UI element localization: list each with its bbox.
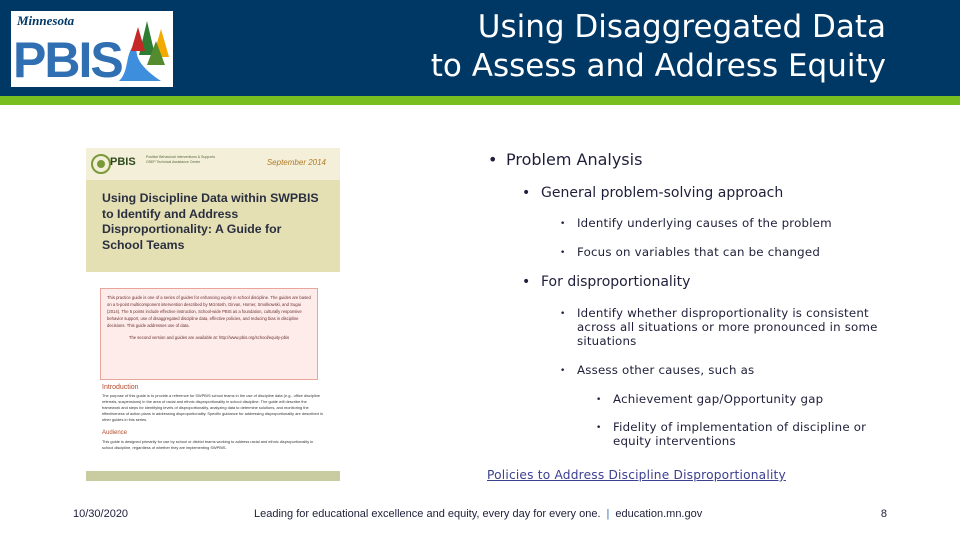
footer-tagline-group bbox=[254, 508, 702, 520]
logo-state-text: Minnesota bbox=[17, 13, 75, 28]
bullet-text: Assess other causes, such as bbox=[577, 363, 755, 377]
bullet-text: General problem-solving approach bbox=[541, 185, 784, 201]
guide-callout-box bbox=[100, 288, 318, 380]
bullet-achievement-gap bbox=[596, 392, 886, 406]
slide-title-line-2: to Assess and Address Equity bbox=[430, 48, 886, 84]
bullet-for-disproportionality bbox=[522, 274, 690, 290]
slide-title-line-1: Using Disaggregated Data bbox=[477, 9, 886, 45]
bullet-dot-icon: • bbox=[560, 219, 566, 229]
logo-pbis-text: PBIS bbox=[13, 32, 122, 87]
bullet-dot-icon: • bbox=[488, 150, 498, 169]
footer-date: 10/30/2020 bbox=[73, 508, 129, 520]
bullet-general-approach bbox=[522, 185, 783, 201]
bullet-dot-icon: • bbox=[522, 274, 531, 290]
page-number: 8 bbox=[880, 508, 887, 520]
guide-brand-subtitle: Positive Behavioral Interventions & Supports OSEP Technical Assistance Center bbox=[146, 155, 216, 164]
pbis-logo-icon bbox=[11, 11, 173, 87]
bullet-text: Achievement gap/Opportunity gap bbox=[613, 392, 824, 406]
bullet-dot-icon: • bbox=[596, 395, 602, 405]
bullet-dot-icon: • bbox=[596, 423, 602, 433]
header-green-stripe bbox=[0, 96, 960, 105]
guide-intro-heading: Introduction bbox=[102, 384, 139, 391]
guide-cover-topbar bbox=[86, 148, 340, 180]
bullet-identify-causes bbox=[560, 216, 880, 230]
footer-separator: | bbox=[606, 508, 610, 520]
bullet-text: Focus on variables that can be changed bbox=[577, 245, 821, 259]
guide-audience-heading: Audience bbox=[102, 430, 128, 436]
bullet-dot-icon: • bbox=[560, 248, 566, 258]
guide-cover-bottombar bbox=[86, 471, 340, 481]
guide-intro-text: The purpose of this guide is to provide a reference for SWPBIS school teams in the use of discipline data (e.g., office discipline referrals, suspensions) in the area of racial and ethnic disproportionality in school discipline. The guide will describe the framework and steps for identifying levels of disproportionality, analyzing data to determine solutions, and monitoring the effectiveness of action plans in addressing disproportionality. Specific guidance for addressing disproportionality are described in other guides in this series. bbox=[102, 393, 323, 423]
guide-date: September 2014 bbox=[266, 158, 326, 167]
footer-site: education.mn.gov bbox=[615, 508, 703, 520]
bullet-problem-analysis bbox=[488, 150, 642, 169]
bullet-text: Fidelity of implementation of discipline or equity interventions bbox=[613, 420, 867, 448]
guide-title: Using Discipline Data within SWPBIS to Identify and Address Disproportionality: A Guide for School Teams bbox=[102, 191, 319, 252]
bullet-text: Identify underlying causes of the problem bbox=[577, 216, 832, 230]
bullet-dot-icon: • bbox=[522, 185, 531, 201]
minnesota-pbis-logo bbox=[11, 11, 173, 87]
policies-link[interactable]: Policies to Address Discipline Disproportionality bbox=[487, 468, 786, 482]
bullet-fidelity bbox=[596, 420, 886, 448]
bullet-text: Identify whether disproportionality is consistent across all situations or more pronounced in some situations bbox=[577, 306, 878, 348]
guide-audience-text: This guide is designed primarily for use by school or district teams working to address racial and ethnic disproportionality in school discipline, regardless of whether they are implementing SWPBIS. bbox=[102, 439, 314, 451]
bullet-focus-variables bbox=[560, 245, 880, 259]
bullet-dot-icon: • bbox=[560, 309, 566, 319]
guide-brand: PBIS bbox=[110, 156, 136, 168]
guide-callout-text: This practice guide is one of a series of guides for enhancing equity in school discipline. The guides are based on a 5-point multicomponent intervention described by McIntosh, Girvan, Horner, Smolkowski, and Sugai (2014). The 5 points include effective instruction, School-wide PBIS as a foundation, culturally responsive behavior support, use of disaggregated discipline data, effective policies, and reducing bias in discipline decisions. This guide addresses use of data. bbox=[107, 295, 311, 329]
slide-title bbox=[326, 8, 886, 86]
bullet-text: Problem Analysis bbox=[506, 150, 643, 169]
bullet-assess-causes bbox=[560, 363, 880, 377]
guide-cover-image bbox=[86, 148, 340, 481]
bullet-dot-icon: • bbox=[560, 366, 566, 376]
bullet-identify-whether bbox=[560, 306, 880, 348]
footer-tagline: Leading for educational excellence and equity, every day for every one. bbox=[254, 508, 601, 520]
pbis-seal-icon bbox=[90, 153, 112, 175]
guide-callout-text-2: The second version and guides are available at: http://www.pbis.org/school/equity-pbis bbox=[128, 335, 290, 341]
bullet-text: For disproportionality bbox=[541, 274, 691, 290]
